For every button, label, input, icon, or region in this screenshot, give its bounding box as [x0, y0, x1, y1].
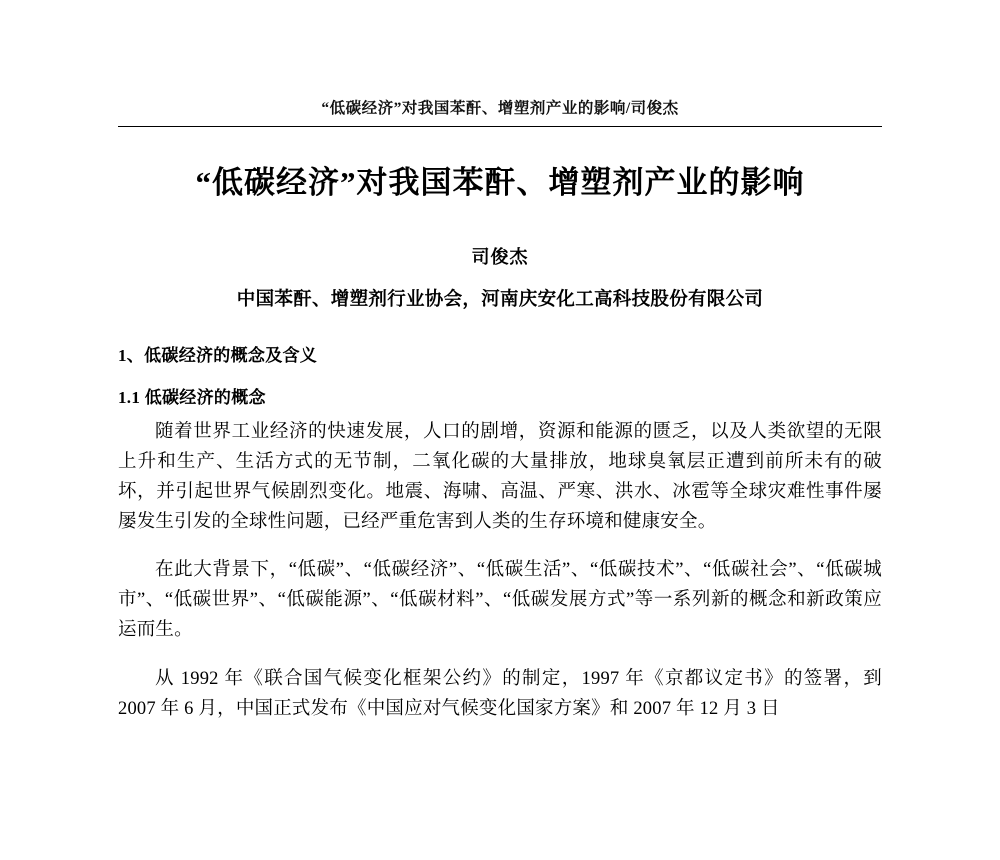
body-paragraph: 随着世界工业经济的快速发展，人口的剧增，资源和能源的匮乏，以及人类欲望的无限上升和生产、生活方式的无节制，二氧化碳的大量排放，地球臭氧层正遭到前所未有的破坏，并引起世界气候剧烈变化。地震、海啸、高温、严寒、洪水、冰雹等全球灾难性事件屡屡发生引发的全球性问题，已经严重危害到人类的生存环境和健康安全。	[118, 421, 882, 532]
running-head: “低碳经济”对我国苯酐、增塑剂产业的影响/司俊杰	[321, 100, 679, 117]
body-paragraph: 从 1992 年《联合国气候变化框架公约》的制定，1997 年《京都议定书》的签署，到 2007 年 6 月，中国正式发布《中国应对气候变化国家方案》和 2007 年 12 月 3 日	[118, 668, 882, 719]
section-heading-1: 1、低碳经济的概念及含义	[118, 345, 318, 365]
header-divider	[118, 126, 882, 127]
author-name: 司俊杰	[471, 246, 529, 267]
document-page	[0, 100, 1000, 860]
body-paragraph: 在此大背景下，“低碳”、“低碳经济”、“低碳生活”、“低碳技术”、“低碳社会”、“低碳城市”、“低碳世界”、“低碳能源”、“低碳材料”、“低碳发展方式”等一系列新的概念和新政策应运而生。	[118, 560, 882, 641]
author-affiliation: 中国苯酐、增塑剂行业协会，河南庆安化工高科技股份有限公司	[236, 289, 764, 310]
subsection-heading-1-1: 1.1 低碳经济的概念	[118, 387, 266, 407]
page-title: “低碳经济”对我国苯酐、增塑剂产业的影响	[195, 164, 805, 200]
